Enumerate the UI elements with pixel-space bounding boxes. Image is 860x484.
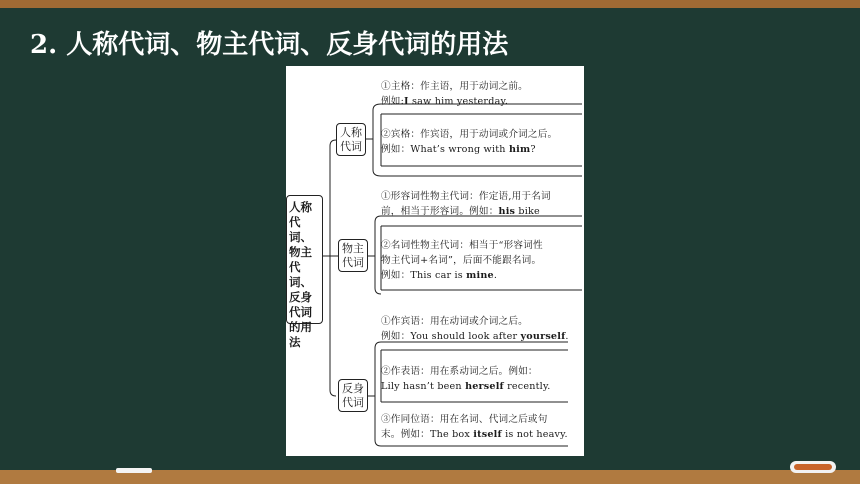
slide-title: 2. 人称代词、物主代词、反身代词的用法 [30,30,509,60]
leaf-rule: ②作表语：用在系动词之后。例如： [381,366,538,377]
leaf-rule-cont: 物主代词+名词”，后面不能跟名词。 [381,255,542,266]
board-top-frame [0,0,860,8]
category-reflexive-pronoun: 反身代词 [338,379,368,412]
leaf-rule: ③作同位语：用在名词、代词之后或句 [381,414,548,425]
leaf-example: 例如:I saw him yesterday. [381,96,509,107]
leaf-example: 例如：What’s wrong with him? [381,144,536,155]
leaf-rule: ①主格：作主语，用于动词之前。 [381,81,528,92]
leaf-rule: ②名词性物主代词：相当于“形容词性 [381,240,543,251]
leaf-example: 例如：You should look after yourself. [381,331,569,342]
leaf-subject-case [381,79,581,109]
eraser-pad [794,464,832,470]
leaf-adjectival-possessive [381,189,581,219]
category-personal-pronoun: 人称代词 [336,123,366,156]
leaf-reflexive-predicative [381,364,581,394]
leaf-nominal-possessive [381,238,581,283]
leaf-reflexive-appositive [381,412,581,442]
leaf-example: 末。例如：The box itself is not heavy. [381,429,568,440]
leaf-rule: ①作宾语：用在动词或介词之后。 [381,316,528,327]
leaf-example: 例如：This car is mine. [381,270,498,281]
leaf-rule: ①形容词性物主代词：作定语,用于名词 [381,191,551,202]
root-node: 人称代词、物主代词、反身代词的用法 [286,195,323,324]
leaf-reflexive-object [381,314,581,344]
chalk-icon [116,468,152,473]
leaf-object-case [381,127,581,157]
category-possessive-pronoun: 物主代词 [338,239,368,272]
pronoun-diagram [286,66,584,456]
leaf-example: 前，相当于形容词。例如：his bike [381,206,540,217]
leaf-example: Lily hasn’t been herself recently. [381,381,551,392]
leaf-rule: ②宾格：作宾语，用于动词或介词之后。 [381,129,558,140]
